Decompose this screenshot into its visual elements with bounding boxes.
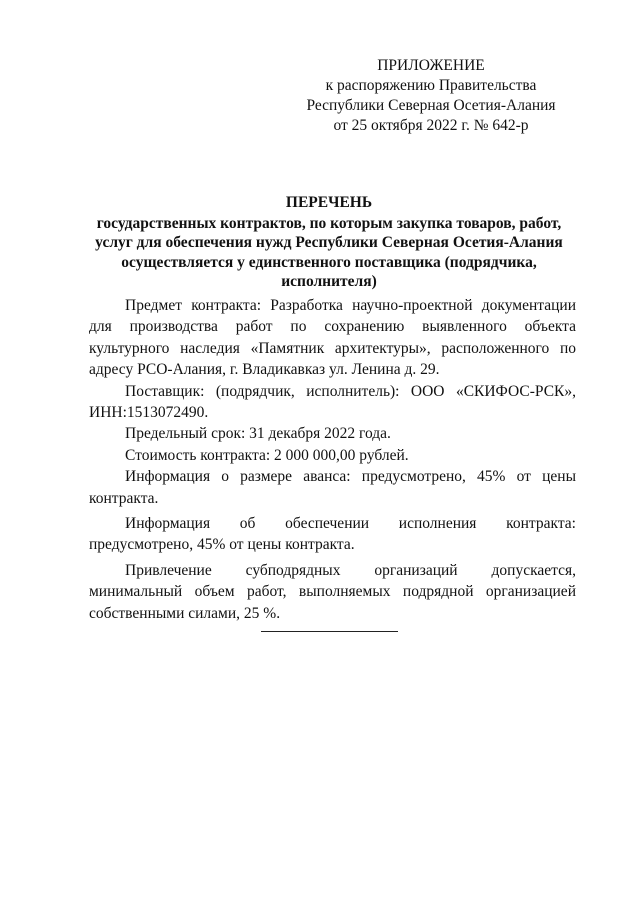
document-heading <box>90 193 568 292</box>
contract-subject-paragraph: Предмет контракта: Разработка научно-проектной документации для производства работ по сохранению выявленного объекта культурного наследия «Памятник архитектуры», расположенного по адресу РСО-Алания, г. Владикавказ ул. Ленина д. 29. <box>89 297 576 379</box>
appendix-header <box>300 56 562 136</box>
end-divider-line <box>261 631 398 632</box>
appendix-reference: к распоряжению Правительства <box>325 77 537 94</box>
document-subtitle-line-1: государственных контрактов, по которым закупка товаров, работ, <box>96 214 562 232</box>
document-subtitle-line-4: исполнителя) <box>281 273 377 290</box>
advance-paragraph: Информация о размере аванса: предусмотрено, 45% от цены контракта. <box>89 468 576 507</box>
document-subtitle-line-3: осуществляется у единственного поставщика (подрядчика, <box>121 253 537 271</box>
appendix-date-number: от 25 октября 2022 г. № 642-р <box>333 117 529 134</box>
appendix-label: ПРИЛОЖЕНИЕ <box>377 57 485 74</box>
subcontractors-paragraph: Привлечение субподрядных организаций допускается, минимальный объем работ, выполняемых подрядной организацией собственными силами, 25 %. <box>89 561 576 622</box>
deadline-paragraph: Предельный срок: 31 декабря 2022 года. <box>125 425 391 443</box>
document-subtitle-line-2: услуг для обеспечения нужд Республики Северная Осетия-Алания <box>95 234 563 251</box>
document-title: ПЕРЕЧЕНЬ <box>285 194 373 211</box>
document-body <box>89 295 576 624</box>
appendix-authority: Республики Северная Осетия-Алания <box>306 97 556 114</box>
performance-security-paragraph: Информация об обеспечении исполнения контракта: предусмотрено, 45% от цены контракта. <box>89 515 576 554</box>
contract-cost-paragraph: Стоимость контракта: 2 000 000,00 рублей. <box>125 446 409 464</box>
supplier-paragraph: Поставщик: (подрядчик, исполнитель): ООО «СКИФОС-РСК», ИНН:1513072490. <box>89 382 576 422</box>
